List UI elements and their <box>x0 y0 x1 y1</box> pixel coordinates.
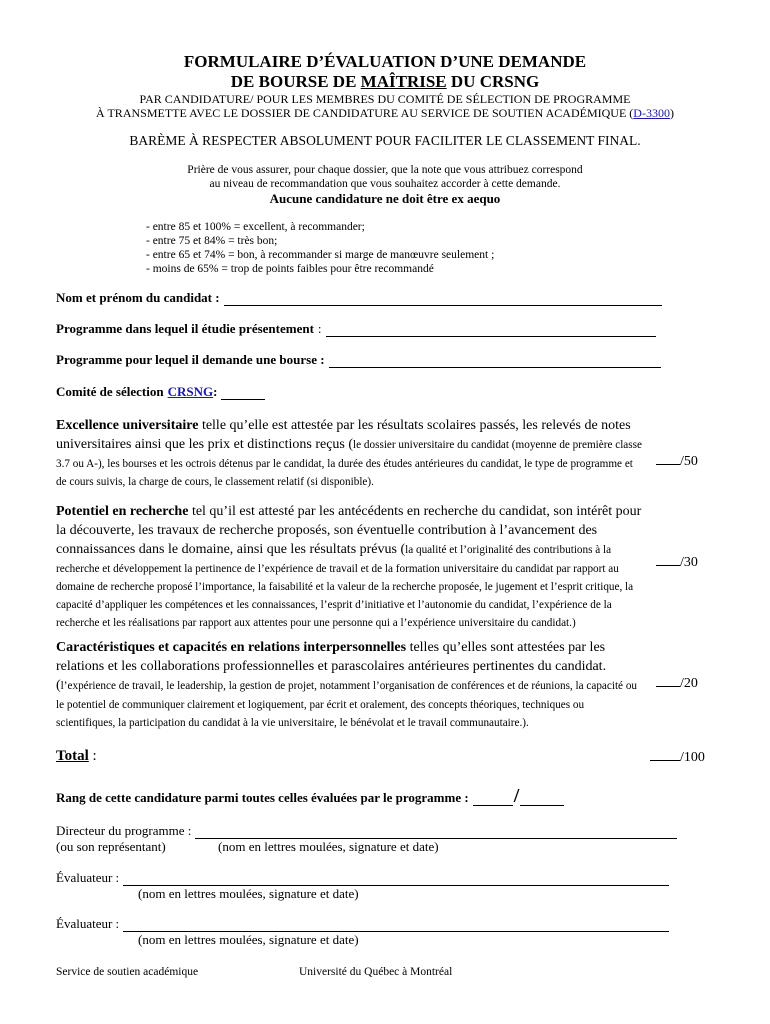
total-score: /100 <box>650 748 705 766</box>
rank-field: Rang de cette candidature parmi toutes celles évaluées par le programme : / <box>56 786 564 806</box>
evaluator-2-signature-line[interactable] <box>123 919 669 932</box>
rank-position-line[interactable] <box>473 793 513 806</box>
research-score-blank[interactable] <box>656 553 680 566</box>
requested-program-field <box>56 352 661 368</box>
scale-item: - entre 75 et 84% = très bon; <box>146 235 278 247</box>
scale-list <box>146 220 494 276</box>
interpersonal-section: Caractéristiques et capacités en relations interpersonnelles telles qu’elles sont attestées par les relations et les collaborations professionnelles et parascolaires antérieures pertinentes du candidat. (l’expérience de travail, le leadership, la gestion de projet, notamment l’organisation de conférences et de réunions, la capacité ou le potentiel de communiquer clairement et logiquement, par écrit et oralement, des concepts théoriques, techniques ou scientifiques, la participation du candidat à la vie universitaire, le bénévolat et le travail communautaire.). <box>56 640 638 729</box>
bareme-heading: BARÈME À RESPECTER ABSOLUMENT POUR FACILITER LE CLASSEMENT FINAL. <box>129 133 641 148</box>
director-alt-label: (ou son représentant) <box>56 839 166 854</box>
no-ex-aequo-notice: Aucune candidature ne doit être ex aequo <box>269 191 501 206</box>
excellence-score: /50 <box>656 452 698 470</box>
current-program-field: Programme dans lequel il étudie présentement : <box>56 321 656 337</box>
evaluator-2-name-hint: (nom en lettres moulées, signature et date) <box>138 932 359 947</box>
total-label-row: Total : <box>56 748 97 764</box>
form-title-line-1: FORMULAIRE D’ÉVALUATION D’UNE DEMANDE <box>183 52 587 71</box>
evaluator-2-signature-row <box>56 916 669 932</box>
interpersonal-detail: l’expérience de travail, le leadership, la gestion de projet, notamment l’organisation de conférences et de réunions, la capacité ou le potentiel de communiquer clairement et logiquement, par écrit et oralement, des concepts théoriques, techniques ou scientifiques, la participation du candidat à la vie universitaire, le bénévolat et le travail communautaire.). <box>56 680 638 729</box>
interpersonal-score-blank[interactable] <box>656 674 680 687</box>
research-heading: Potentiel en recherche <box>56 504 189 519</box>
total-label: Total <box>56 748 89 764</box>
scale-item: - entre 65 et 74% = bon, à recommander si marge de manœuvre seulement ; <box>146 249 495 261</box>
maitrise-underlined: MAÎTRISE <box>360 72 447 91</box>
footer-right: Université du Québec à Montréal <box>299 966 453 978</box>
evaluator-1-signature-line[interactable] <box>123 873 669 886</box>
candidate-name-label: Nom et prénom du candidat : <box>56 290 220 305</box>
instructions-line-1: Prière de vous assurer, pour chaque dossier, que la note que vous attribuez correspond <box>187 164 583 176</box>
committee-line[interactable] <box>221 387 265 400</box>
current-program-label: Programme dans lequel il étudie présentement <box>56 321 314 336</box>
interpersonal-heading: Caractéristiques et capacités en relations interpersonnelles <box>56 640 407 655</box>
requested-program-label: Programme pour lequel il demande une bourse : <box>56 352 325 367</box>
director-signature-line[interactable] <box>195 826 677 839</box>
evaluator-label: Évaluateur : <box>56 870 120 885</box>
research-score: /30 <box>656 553 698 571</box>
excellence-heading: Excellence universitaire <box>56 418 199 433</box>
director-label: Directeur du programme : <box>56 823 192 838</box>
director-signature-row <box>56 823 677 839</box>
committee-field: Comité de sélection CRSNG : <box>56 384 265 400</box>
rank-label: Rang de cette candidature parmi toutes celles évaluées par le programme : <box>56 790 469 805</box>
scale-item: - entre 85 et 100% = excellent, à recommander; <box>146 221 365 233</box>
requested-program-line[interactable] <box>329 355 661 368</box>
footer-left: Service de soutien académique <box>56 966 199 978</box>
form-subtitle-line-1: PAR CANDIDATURE/ POUR LES MEMBRES DU COMITÉ DE SÉLECTION DE PROGRAMME <box>139 92 631 106</box>
candidate-name-line[interactable] <box>224 293 662 306</box>
excellence-score-blank[interactable] <box>656 452 680 465</box>
form-subtitle-line-2: À TRANSMETTE AVEC LE DOSSIER DE CANDIDATURE AU SERVICE DE SOUTIEN ACADÉMIQUE (D-3300) <box>96 106 674 120</box>
current-program-line[interactable] <box>326 324 656 337</box>
excellence-detail: le dossier universitaire du candidat (moyenne de première classe 3.7 ou A-), les bourses et les octrois détenus par le candidat, la durée des études antérieures du candidat, le type de programme et de cours suivis, la charge de cours, le classement relatif (si disponible). <box>56 439 642 488</box>
interpersonal-score: /20 <box>656 674 698 692</box>
total-score-blank[interactable] <box>650 748 680 761</box>
evaluator-1-name-hint: (nom en lettres moulées, signature et date) <box>138 886 359 901</box>
excellence-section: Excellence universitaire telle qu’elle est attestée par les résultats scolaires passés, les relevés de notes universitaires ainsi que les prix et distinctions reçus (le dossier universitaire du candidat (moyenne de première classe 3.7 ou A-), les bourses et les octrois détenus par le candidat, la durée des études antérieures du candidat, le type de programme et de cours suivis, la charge de cours, le classement relatif (si disponible). <box>56 418 642 488</box>
research-section: Potentiel en recherche tel qu’il est attesté par les antécédents en recherche du candidat, son intérêt pour la découverte, les travaux de recherche proposés, son éventuelle contribution à l’avancement des connaissances dans le domaine, ainsi que les résultats prévus (la qualité et l’originalité des contributions à la recherche et développement la pertinence de l’expérience de travail et de la formation universitaire du candidat par rapport au domaine de recherche proposé l’importance, la faisabilité et la valeur de la recherche proposée, le jugement et l’esprit critique, la capacité d’appliquer les compétences et les connaissances, l’esprit d’initiative et l’autonomie du candidat, l’expérience de la recherche et les réalisations par rapport aux attentes pour une personne qui a l’expérience universitaire du candidat.) <box>56 504 642 629</box>
director-name-hint: (nom en lettres moulées, signature et date) <box>218 839 439 854</box>
instructions-line-2: au niveau de recommandation que vous souhaitez accorder à cette demande. <box>209 178 561 190</box>
crsng-link[interactable]: CRSNG <box>167 384 214 399</box>
office-link[interactable]: D-3300 <box>633 106 670 120</box>
rank-total-line[interactable] <box>520 793 564 806</box>
scale-item: - moins de 65% = trop de points faibles pour être recommandé <box>146 263 434 275</box>
form-title-line-2: DE BOURSE DE MAÎTRISE DU CRSNG <box>230 72 540 91</box>
candidate-name-field <box>56 290 662 306</box>
evaluator-label: Évaluateur : <box>56 916 120 931</box>
research-detail: la qualité et l’originalité des contributions à la recherche et développement la pertinence de l’expérience de travail et de la formation universitaire du candidat par rapport au domaine de recherche proposé l’importance, la faisabilité et la valeur de la recherche proposée, le jugement et l’esprit critique, la capacité d’appliquer les compétences et les connaissances, l’esprit d’initiative et l’autonomie du candidat, l’expérience de la recherche et les réalisations par rapport aux attentes pour une personne qui a l’expérience universitaire du candidat.) <box>56 544 634 629</box>
evaluator-1-signature-row <box>56 870 669 886</box>
